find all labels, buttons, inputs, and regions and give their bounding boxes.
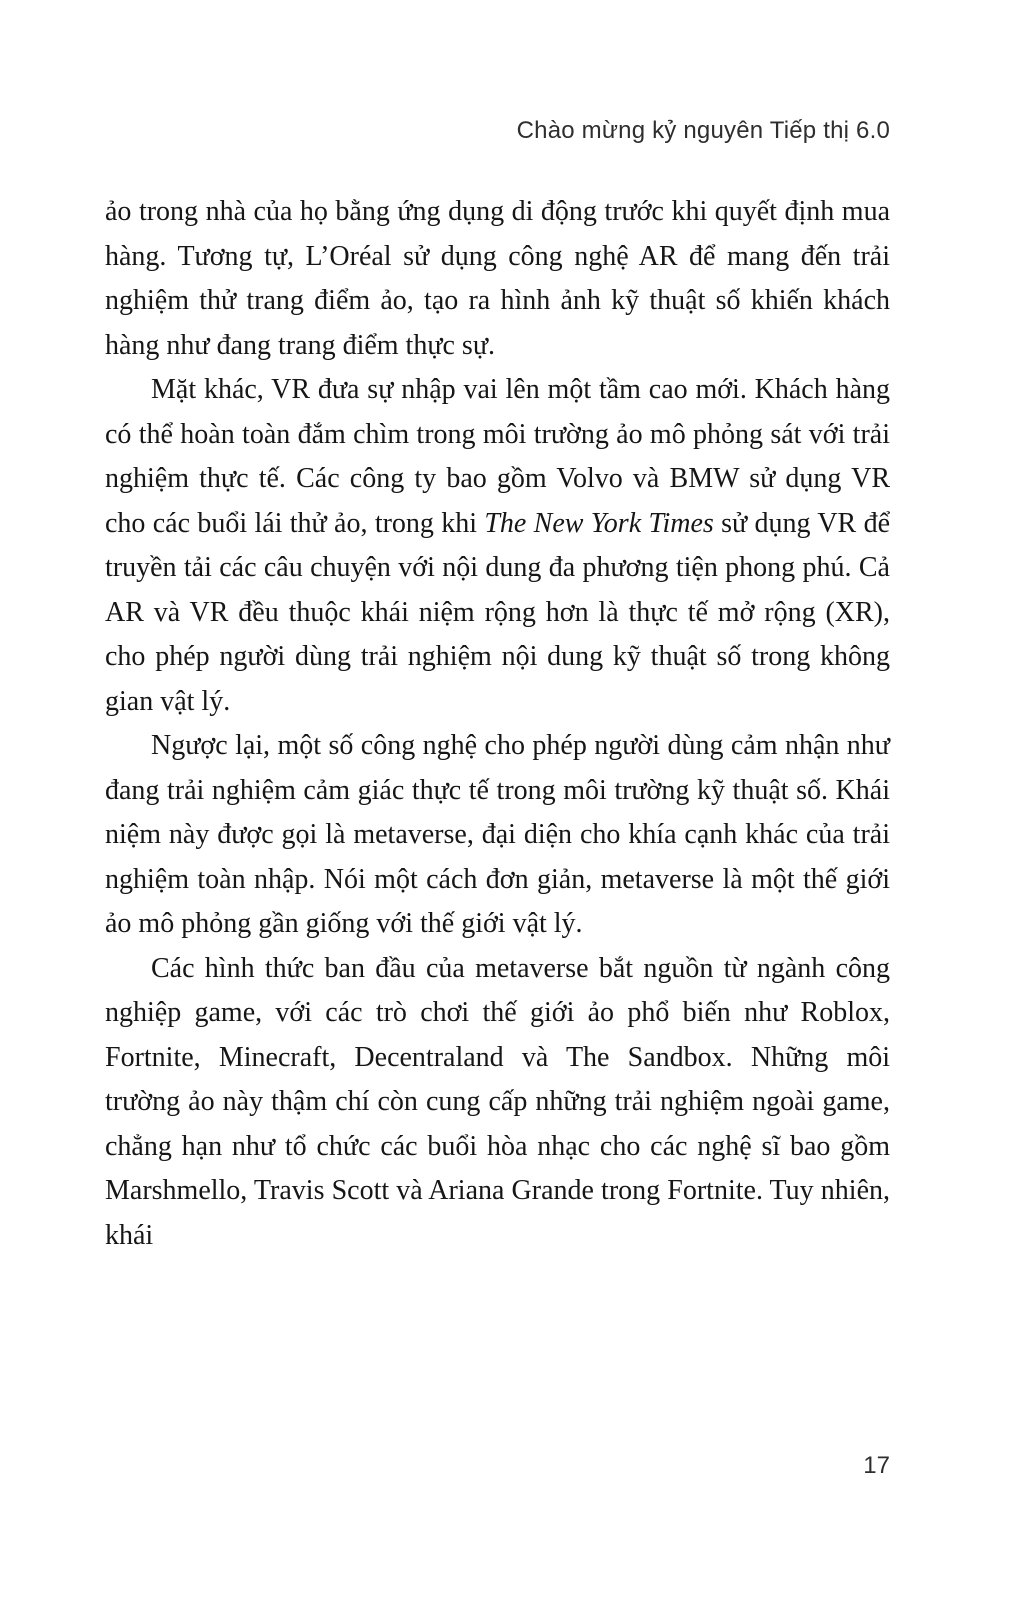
running-head: Chào mừng kỷ nguyên Tiếp thị 6.0 xyxy=(516,117,890,144)
text-segment: Mặt khác, VR đưa sự nhập vai lên một tầm cao mới. Khách hàng có thể hoàn toàn đắm chìm trong môi trường ảo mô phỏng sát với trải nghiệm thực tế. Các công ty bao gồm Volvo và BMW sử dụng VR cho các buổi lái thử ảo, trong khi xyxy=(105,374,890,539)
text-segment: Các hình thức ban đầu của metaverse bắt nguồn từ ngành công nghiệp game, với các trò chơi thế giới ảo phổ biến như Roblox, Fortnite, Minecraft, Decentraland và The Sandbox. Những môi trường ảo này thậm chí còn cung cấp những trải nghiệm ngoài game, chẳng hạn như tổ chức các buổi hòa nhạc cho các nghệ sĩ bao gồm Marshmello, Travis Scott và Ariana Grande trong Fortnite. Tuy nhiên, khái xyxy=(105,952,890,1251)
text-segment: sử dụng VR để truyền tải các câu chuyện với nội dung đa phương tiện phong phú. Cả AR và VR đều thuộc khái niệm rộng hơn là thực tế mở rộng (XR), cho phép người dùng trải nghiệm nội dung kỹ thuật số trong không gian vật lý. xyxy=(105,507,890,717)
text-segment: ảo trong nhà của họ bằng ứng dụng di động trước khi quyết định mua hàng. Tương tự, L’Oréal sử dụng công nghệ AR để mang đến trải nghiệm thử trang điểm ảo, tạo ra hình ảnh kỹ thuật số khiến khách hàng như đang trang điểm thực sự. xyxy=(105,196,890,361)
italic-text: The New York Times xyxy=(484,507,714,539)
page-number: 17 xyxy=(863,1452,890,1479)
paragraph xyxy=(105,368,890,724)
paragraph xyxy=(105,947,890,1259)
text-segment: Ngược lại, một số công nghệ cho phép người dùng cảm nhận như đang trải nghiệm cảm giác thực tế trong môi trường kỹ thuật số. Khái niệm này được gọi là metaverse, đại diện cho khía cạnh khác của trải nghiệm toàn nhập. Nói một cách đơn giản, metaverse là một thế giới ảo mô phỏng gần giống với thế giới vật lý. xyxy=(105,730,890,939)
paragraph xyxy=(105,724,890,947)
paragraph xyxy=(105,190,890,368)
body-text xyxy=(105,190,890,1258)
